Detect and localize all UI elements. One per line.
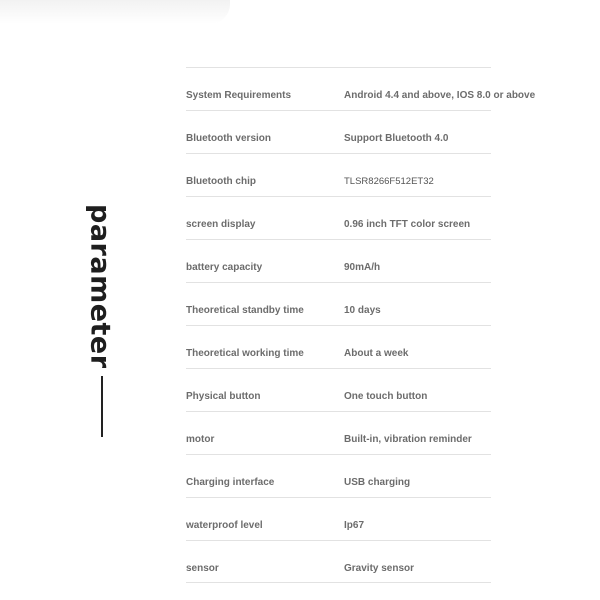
spec-value: USB charging [344, 477, 411, 488]
spec-value: Android 4.4 and above, IOS 8.0 or above [344, 90, 536, 101]
spec-table [186, 67, 536, 583]
spec-value: 0.96 inch TFT color screen [344, 219, 471, 230]
spec-row-bluetooth-version [186, 110, 491, 153]
spec-label: Theoretical standby time [186, 305, 304, 316]
spec-row-motor [186, 411, 491, 454]
spec-row-bluetooth-chip [186, 153, 491, 196]
spec-label: Bluetooth version [186, 133, 272, 144]
spec-label: sensor [186, 563, 219, 574]
spec-row-waterproof-level [186, 497, 491, 540]
spec-row-screen-display [186, 196, 491, 239]
spec-value: 90mA/h [344, 262, 381, 273]
spec-label: motor [186, 434, 215, 445]
spec-value: Support Bluetooth 4.0 [344, 133, 449, 144]
spec-label: waterproof level [186, 520, 263, 531]
top-shade [0, 0, 230, 24]
spec-row-standby-time [186, 282, 491, 325]
spec-label: screen display [186, 219, 256, 230]
spec-label: Physical button [186, 391, 261, 402]
spec-value: TLSR8266F512ET32 [344, 176, 434, 187]
vertical-title [80, 204, 120, 369]
spec-row-sensor [186, 540, 491, 583]
spec-label: System Requirements [186, 90, 292, 101]
spec-value: 10 days [344, 305, 381, 316]
spec-label: Charging interface [186, 477, 275, 488]
spec-value: Ip67 [344, 520, 365, 531]
page-title: parameter [84, 204, 116, 369]
spec-row-physical-button [186, 368, 491, 411]
spec-value: About a week [344, 348, 409, 359]
spec-value: One touch button [344, 391, 428, 402]
spec-value: Gravity sensor [344, 563, 415, 574]
spec-row-working-time [186, 325, 491, 368]
spec-label: Theoretical working time [186, 348, 304, 359]
spec-row-battery-capacity [186, 239, 491, 282]
spec-label: battery capacity [186, 262, 263, 273]
spec-row-system-requirements [186, 67, 536, 110]
spec-value: Built-in, vibration reminder [344, 434, 472, 445]
title-divider [101, 376, 103, 437]
spec-label: Bluetooth chip [186, 176, 256, 187]
spec-row-charging-interface [186, 454, 491, 497]
